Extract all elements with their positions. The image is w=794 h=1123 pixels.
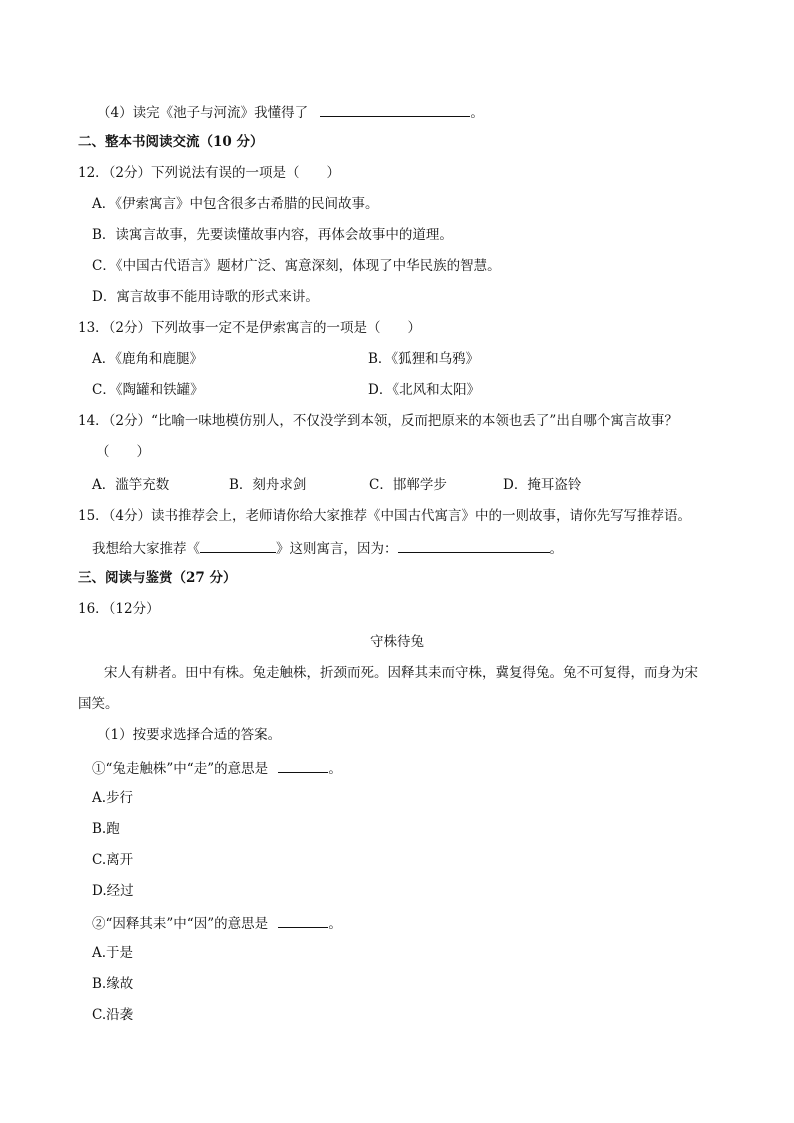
q16-item1-prefix: ①“兔走触株”中“走”的意思是	[92, 761, 269, 777]
q14-option-b[interactable]: B．刻舟求剑	[229, 477, 307, 493]
q14-option-d[interactable]: D．掩耳盗铃	[503, 477, 582, 493]
q16-sub1: （1）按要求选择合适的答案。	[97, 727, 282, 743]
q15-answer-mid: 》这则寓言，因为：	[276, 541, 398, 557]
q16-item2-option-b[interactable]: B.缘故	[92, 976, 134, 992]
q13-option-d[interactable]: D．《北风和太阳》	[368, 382, 481, 398]
q16-item1-option-a[interactable]: A.步行	[92, 790, 134, 806]
q15-answer-suffix: 。	[549, 541, 563, 557]
q16-item1-suffix: 。	[328, 761, 342, 777]
q15-story-blank[interactable]	[200, 538, 276, 553]
q15-answer-prefix: 我想给大家推荐《	[92, 541, 200, 557]
q16-item2-line	[92, 913, 342, 933]
q11-4-answer-blank[interactable]	[320, 102, 470, 117]
q15-answer-line	[92, 538, 563, 558]
passage-title: 守株待兔	[370, 634, 424, 650]
q14-option-a[interactable]: A．滥竽充数	[92, 477, 170, 493]
q16-item2-blank[interactable]	[278, 913, 328, 928]
q12-option-c[interactable]: C．《中国古代语言》题材广泛、寓意深刻，体现了中华民族的智慧。	[92, 258, 501, 274]
q16-item1-option-c[interactable]: C.离开	[92, 852, 134, 868]
q13-option-c[interactable]: C．《陶罐和铁罐》	[92, 382, 204, 398]
q16-stem: 16．（12分）	[78, 601, 160, 617]
q13-stem: 13．（2分）下列故事一定不是伊索寓言的一项是（ ）	[78, 320, 422, 336]
q16-item1-blank[interactable]	[278, 758, 328, 773]
section-3-title: 三、阅读与鉴赏（27 分）	[78, 570, 237, 586]
passage-line-1: 宋人有耕者。田中有株。兔走触株，折颈而死。因释其耒而守株，冀复得兔。兔不可复得，而身为宋	[104, 665, 698, 681]
q16-item2-option-c[interactable]: C.沿袭	[92, 1007, 134, 1023]
q11-4-prefix: （4）读完《池子与河流》我懂得了	[97, 105, 309, 121]
q11-4-line	[97, 102, 484, 122]
q14-option-c[interactable]: C．邯郸学步	[369, 477, 447, 493]
q12-option-b[interactable]: B．读寓言故事，先要读懂故事内容，再体会故事中的道理。	[92, 227, 453, 243]
q14-answer-paren[interactable]: （ ）	[96, 444, 150, 460]
q15-stem: 15．（4分）读书推荐会上，老师请你给大家推荐《中国古代寓言》中的一则故事，请你先写写推荐语。	[78, 508, 692, 524]
q12-option-a[interactable]: A．《伊索寓言》中包含很多古希腊的民间故事。	[92, 196, 379, 212]
passage-line-2: 国笑。	[78, 696, 119, 712]
q13-option-a[interactable]: A．《鹿角和鹿腿》	[92, 351, 203, 367]
section-2-title: 二、整本书阅读交流（10 分）	[78, 134, 264, 150]
q16-item1-option-d[interactable]: D.经过	[92, 883, 134, 899]
q16-item1-line	[92, 758, 342, 778]
q15-reason-blank[interactable]	[398, 538, 550, 553]
q16-item2-prefix: ②“因释其耒”中“因”的意思是	[92, 916, 269, 932]
q12-stem: 12．（2分）下列说法有误的一项是（ ）	[78, 165, 341, 181]
q14-stem: 14．（2分）“比喻一味地模仿别人，不仅没学到本领，反而把原来的本领也丢了”出自哪个寓言故事？	[78, 413, 678, 429]
q12-option-d[interactable]: D．寓言故事不能用诗歌的形式来讲。	[92, 289, 319, 305]
q16-item2-option-a[interactable]: A.于是	[92, 945, 134, 961]
q11-4-suffix: 。	[470, 105, 484, 121]
q13-option-b[interactable]: B．《狐狸和乌鸦》	[368, 351, 480, 367]
q16-item1-option-b[interactable]: B.跑	[92, 821, 120, 837]
q16-item2-suffix: 。	[328, 916, 342, 932]
